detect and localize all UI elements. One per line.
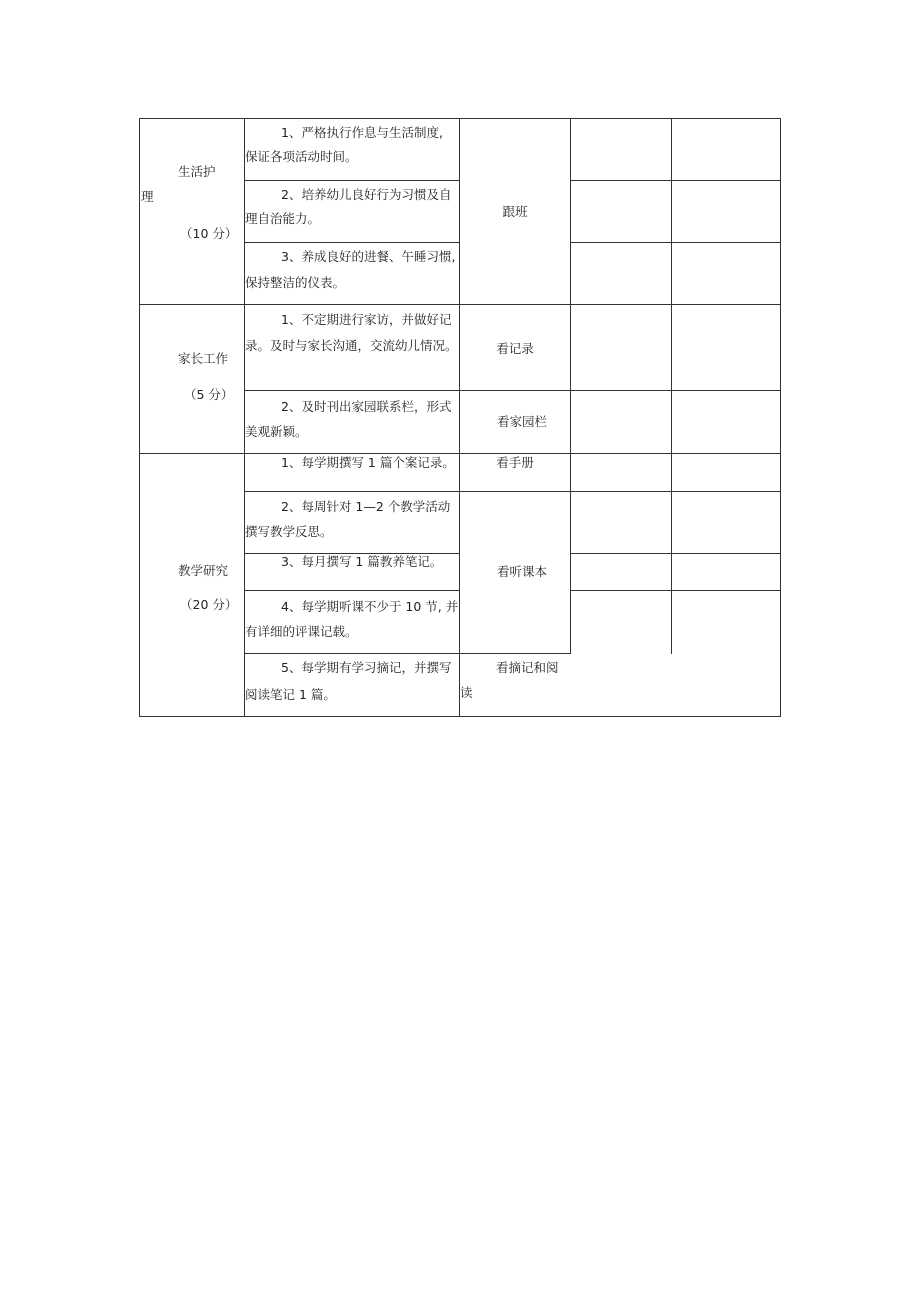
row-divider	[244, 242, 459, 243]
check-method: 看听课本	[496, 564, 547, 579]
criterion-text: 美观新颖。	[245, 424, 308, 439]
criterion-text: 保持整洁的仪表。	[245, 275, 346, 290]
check-method: 看家园栏	[496, 414, 547, 429]
table-border-left	[139, 118, 140, 717]
table-border-bottom	[139, 716, 781, 717]
row-divider	[570, 242, 781, 243]
criterion-text: 4、每学期听课不少于 10 节, 并	[281, 599, 459, 614]
criterion-text: 有详细的评课记载。	[245, 624, 358, 639]
row-divider	[244, 491, 781, 492]
row-divider	[244, 653, 571, 654]
criterion-text: 1、严格执行作息与生活制度,	[281, 125, 443, 140]
check-method-wrap: 读	[460, 685, 473, 700]
category-score: （20 分）	[180, 597, 238, 612]
section-divider	[139, 304, 781, 305]
row-divider	[244, 180, 459, 181]
column-divider	[671, 118, 672, 654]
row-divider	[570, 553, 781, 554]
category-label: 家长工作	[178, 351, 229, 366]
category-score: （5 分）	[184, 387, 234, 402]
check-method: 跟班	[502, 204, 528, 219]
criterion-text: 录。及时与家长沟通，交流幼儿情况。	[245, 338, 458, 353]
row-divider	[570, 590, 781, 591]
criterion-text: 2、及时刊出家园联系栏，形式	[281, 399, 452, 414]
criterion-text: 3、每月撰写 1 篇教养笔记。	[281, 554, 443, 569]
category-label: 生活护	[178, 164, 216, 179]
criterion-text: 保证各项活动时间。	[245, 149, 358, 164]
criterion-text: 1、每学期撰写 1 篇个案记录。	[281, 455, 455, 470]
criterion-text: 1、不定期进行家访，并做好记	[281, 312, 452, 327]
criterion-text: 2、每周针对 1—2 个教学活动	[281, 499, 451, 514]
category-score: （10 分）	[180, 226, 238, 241]
criterion-text: 理自治能力。	[245, 211, 321, 226]
criterion-text: 撰写教学反思。	[245, 524, 333, 539]
category-label-wrap: 理	[141, 189, 154, 204]
table-border-right	[780, 118, 781, 717]
check-method: 看记录	[496, 341, 534, 356]
check-method: 看手册	[496, 455, 534, 470]
criterion-text: 3、养成良好的进餐、午睡习惯,	[281, 249, 456, 264]
table-border-top	[139, 118, 781, 119]
criterion-text: 阅读笔记 1 篇。	[245, 687, 336, 702]
criterion-text: 2、培养幼儿良好行为习惯及自	[281, 187, 452, 202]
check-method: 看摘记和阅	[496, 660, 559, 675]
category-label: 教学研究	[178, 563, 229, 578]
criterion-text: 5、每学期有学习摘记，并撰写	[281, 660, 452, 675]
row-divider	[244, 590, 459, 591]
row-divider	[570, 180, 781, 181]
row-divider	[244, 390, 781, 391]
